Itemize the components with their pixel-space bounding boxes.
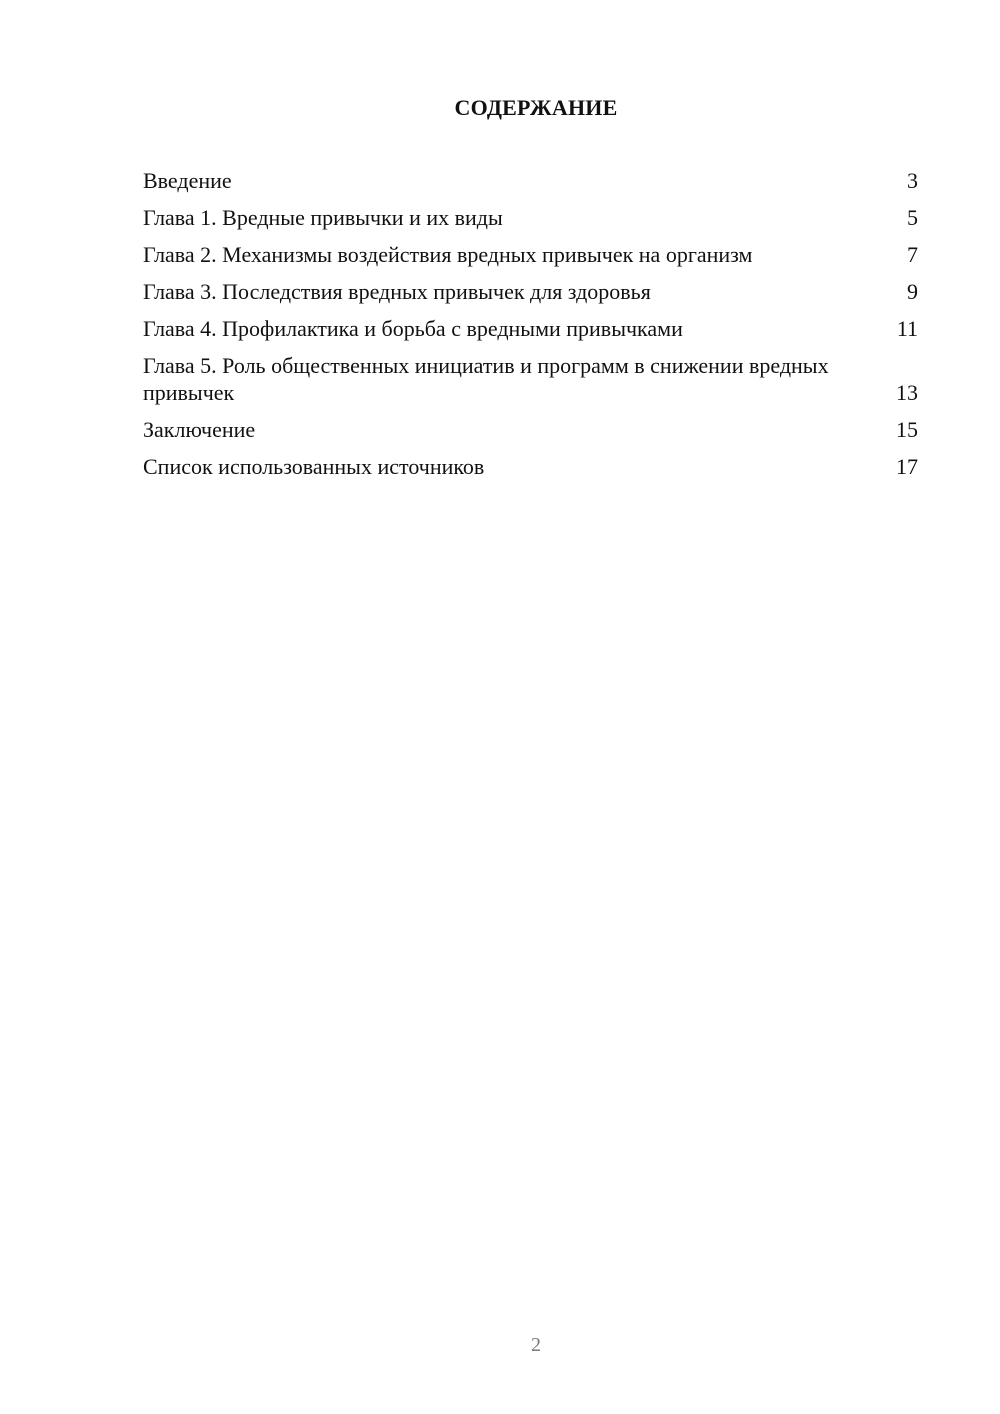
toc-entry-page: 15 (896, 416, 918, 442)
toc-entry-introduction[interactable] (143, 168, 918, 195)
toc-entry-page: 11 (896, 316, 918, 341)
toc-entry-label: Глава 2. Механизмы воздействия вредных привычек на организм (143, 242, 753, 267)
toc-entry-page: 7 (907, 242, 918, 267)
toc-entry-page: 13 (896, 379, 918, 405)
toc-entry-page: 5 (907, 205, 918, 230)
toc-entry-chapter-3[interactable] (143, 279, 918, 306)
page-title: СОДЕРЖАНИЕ (454, 95, 618, 120)
toc-entry-page: 3 (907, 168, 918, 193)
toc-entry-label: Заключение (143, 416, 256, 442)
toc-entry-label: Введение (143, 168, 232, 193)
toc-entry-label: Список использованных источников (143, 453, 485, 479)
toc-entry-chapter-2[interactable] (143, 242, 918, 269)
toc-entry-chapter-4[interactable] (143, 316, 918, 343)
toc-entry-chapter-1[interactable] (143, 205, 918, 232)
toc-entry-page: 17 (896, 453, 918, 479)
page-number: 2 (531, 1334, 541, 1356)
table-of-contents (143, 168, 918, 491)
toc-entry-page: 9 (907, 279, 918, 304)
toc-entry-references[interactable] (143, 454, 918, 481)
toc-entry-chapter-5[interactable] (143, 353, 918, 406)
toc-entry-conclusion[interactable] (143, 417, 918, 444)
toc-entry-label: Глава 4. Профилактика и борьба с вредными привычками (143, 316, 683, 341)
toc-entry-label: Глава 5. Роль общественных инициатив и программ в снижении вредных привычек (143, 353, 829, 405)
toc-entry-label: Глава 1. Вредные привычки и их виды (143, 205, 503, 230)
toc-entry-label: Глава 3. Последствия вредных привычек для здоровья (143, 279, 651, 304)
